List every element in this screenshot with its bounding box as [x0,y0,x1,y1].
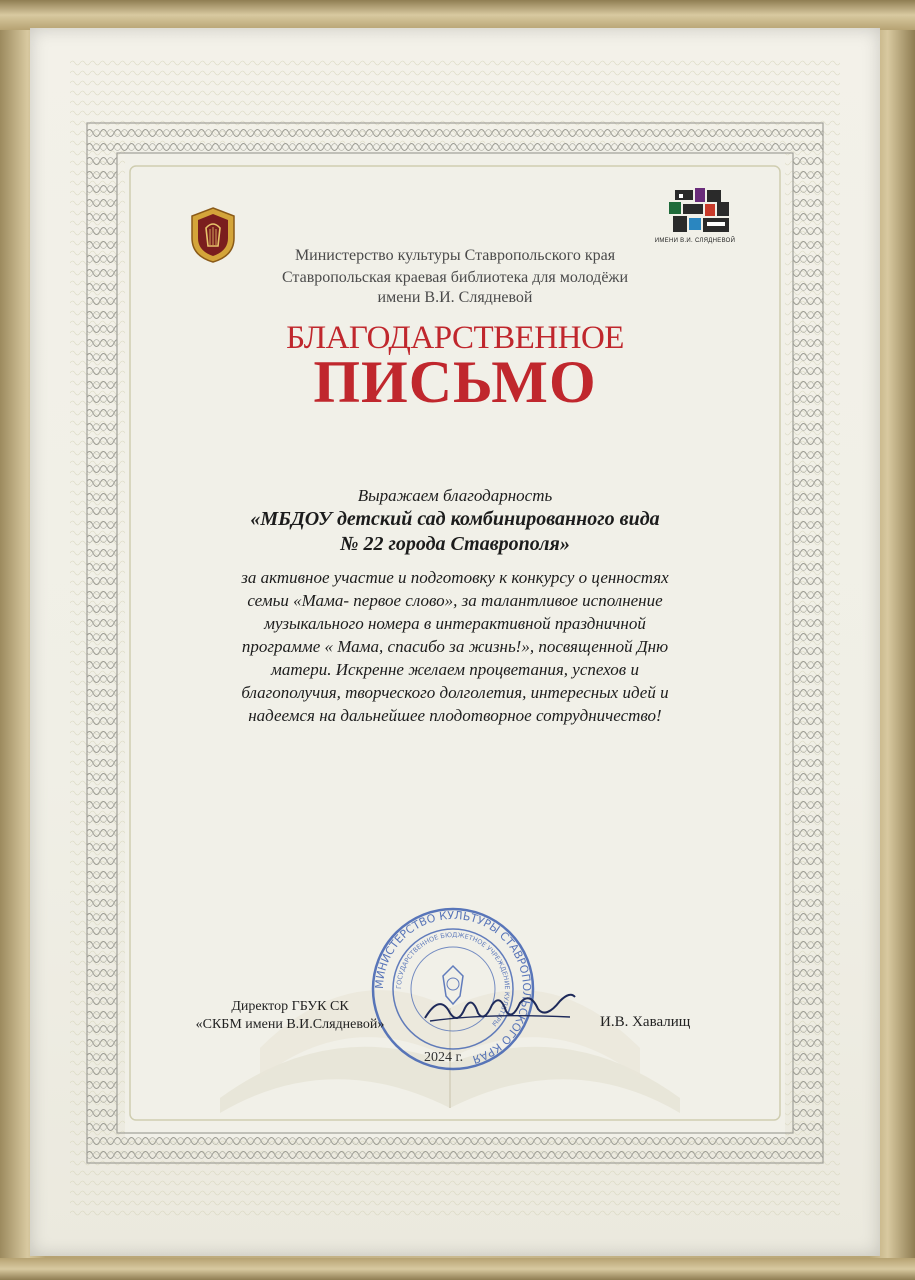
position-line-2: «СКБМ имени В.И.Слядневой» [195,1017,385,1032]
frame-top-edge [0,0,915,30]
signatory-name: И.В. Хавалищ [600,1014,691,1030]
org-line-3: имени В.И. Слядневой [377,289,533,306]
org-line-2: Ставропольская краевая библиотека для молодёжи [281,269,629,286]
issue-year: 2024 г. [424,1050,464,1065]
body-line-1: за активное участие и подготовку к конкурсу о ценностях [241,568,669,587]
recipient-line-2: № 22 города Ставрополя» [340,533,570,555]
body-line-4: программе « Мама, спасибо за жизнь!», посвященной Дню [241,637,669,656]
library-logo-caption: ИМЕНИ В.И. СЛЯДНЕВОЙ [654,238,736,244]
body-line-2: семьи «Мама- первое слово», за талантливое исполнение [247,591,663,610]
handwritten-signature [420,983,580,1033]
position-line-1: Директор ГБУК СК [231,999,349,1014]
title-line-1: БЛАГОДАРСТВЕННОЕ [286,320,624,356]
title-line-2: ПИСЬМО [313,349,597,415]
certificate-paper [30,28,880,1256]
stamp-outer-text: МИНИСТЕРСТВО КУЛЬТУРЫ СТАВРОПОЛЬСКОГО КРАЯ [372,908,534,1067]
recipient-line-1: «МБДОУ детский сад комбинированного вида [250,508,660,530]
certificate-content [30,28,880,1256]
body-line-5: матери. Искренне желаем процветания, успехов и [271,660,639,679]
body-line-3: музыкального номера в интерактивной праздничной [264,614,646,633]
body-line-6: благополучия, творческого долголетия, интересных идей и [241,683,669,702]
body-line-7: надеемся на дальнейшее плодотворное сотрудничество! [248,706,662,725]
frame-bottom-edge [0,1258,915,1280]
org-line-1: Министерство культуры Ставропольского края [294,247,616,264]
stamp-inner-text: ГОСУДАРСТВЕННОЕ БЮДЖЕТНОЕ УЧРЕЖДЕНИЕ КУЛЬТУРЫ [394,930,512,1028]
intro-text: Выражаем благодарность [357,486,553,505]
signatory-position [180,998,400,1034]
